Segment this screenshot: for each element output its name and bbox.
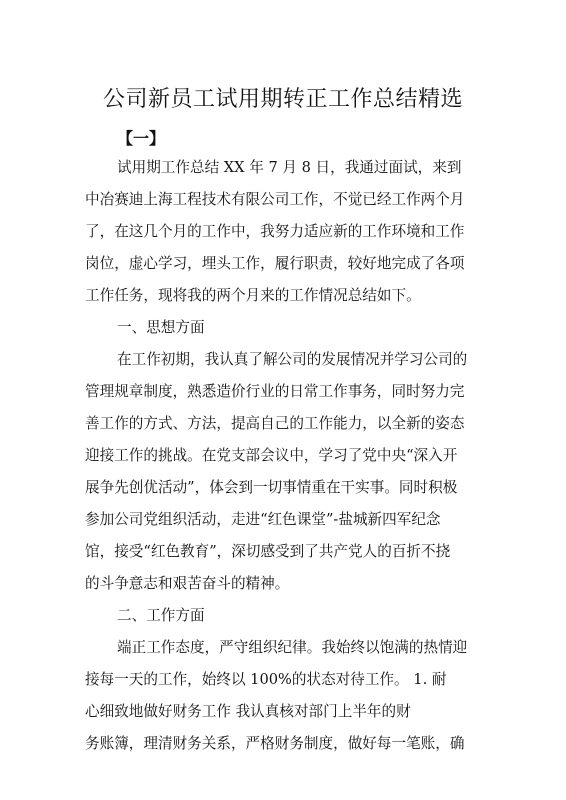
paragraph-line: 善工作的方式、方法，提高自己的工作能力，以全新的姿态 [85, 415, 465, 432]
paragraph-line: 工作任务，现将我的两个月来的工作情况总结如下。 [85, 287, 421, 304]
paragraph-line: 了，在这几个月的工作中，我努力适应新的工作环境和工作 [85, 223, 465, 240]
paragraph-line: 在工作初期，我认真了解公司的发展情况并学习公司的 [117, 351, 468, 368]
section-marker: 【一】 [117, 129, 166, 148]
section-heading: 二、工作方面 [117, 607, 205, 624]
paragraph-line: 展争先创优活动”，体会到一切事情重在干实事。同时积极 [85, 479, 458, 496]
paragraph-line: 的斗争意志和艰苦奋斗的精神。 [85, 575, 290, 592]
paragraph-line: 试用期工作总结 XX 年 7 月 8 日，我通过面试，来到 [117, 159, 462, 176]
document-title: 公司新员工试用期转正工作总结精选 [102, 87, 463, 112]
paragraph-line: 接每一天的工作，始终以 100%的状态对待工作。 1. 耐 [85, 671, 447, 688]
section-heading: 一、思想方面 [117, 319, 205, 336]
paragraph-line: 馆，接受“红色教育”，深切感受到了共产党人的百折不挠 [85, 543, 451, 560]
paragraph-line: 管理规章制度，熟悉造价行业的日常工作事务，同时努力完 [85, 383, 465, 400]
paragraph-line: 中冶赛迪上海工程技术有限公司工作，不觉已经工作两个月 [85, 191, 465, 208]
paragraph-line: 岗位，虚心学习，埋头工作，履行职责，较好地完成了各项 [85, 255, 465, 272]
paragraph-line: 端正工作态度，严守组织纪律。我始终以饱满的热情迎 [117, 639, 468, 656]
paragraph-line: 心细致地做好财务工作 我认真核对部门上半年的财 [85, 703, 411, 720]
paragraph-line: 务账簿，理清财务关系，严格财务制度，做好每一笔账，确 [85, 735, 465, 752]
paragraph-line: 迎接工作的挑战。在党支部会议中，学习了党中央“深入开 [85, 447, 458, 464]
paragraph-line: 参加公司党组织活动，走进“红色课堂”-盐城新四军纪念 [85, 511, 441, 528]
